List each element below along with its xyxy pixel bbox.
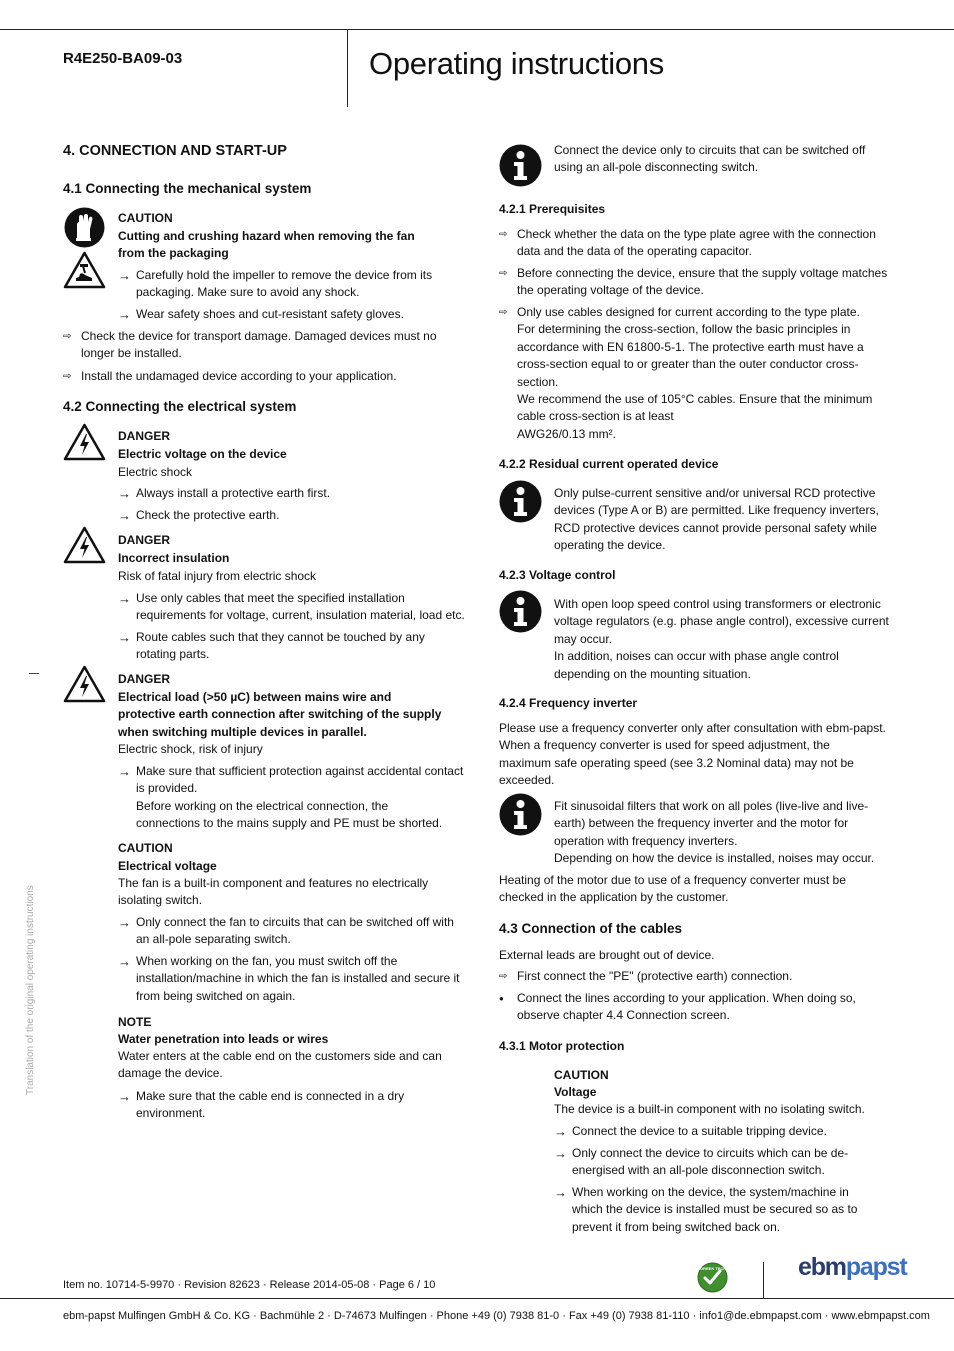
check-text: Check whether the data on the type plate agree with the connection (517, 227, 876, 241)
check-text: Install the undamaged device according to your application. (81, 369, 397, 383)
info-line: operating the device. (554, 538, 666, 553)
arrow-icon: → (554, 1185, 567, 1200)
check-item (499, 304, 899, 443)
action-text: energised with an all-pole disconnection switch. (572, 1163, 825, 1178)
double-arrow-icon: ⇨ (63, 331, 72, 342)
caution-hazard: Electrical voltage (118, 859, 217, 873)
info-text (554, 142, 865, 177)
info-line: devices (Type A or B) are permitted. Like frequency inverters, (554, 503, 879, 518)
caution-text-line: The fan is a built-in component and features no electrically (118, 876, 429, 890)
high-voltage-icon (63, 526, 106, 564)
note-text (118, 1048, 442, 1083)
text-line: Heating of the motor due to use of a frequency converter must be (499, 873, 846, 887)
action-item (118, 267, 458, 302)
arrow-icon: → (554, 1146, 567, 1161)
action-text: Use only cables that meet the specified installation (136, 591, 405, 605)
arrow-icon: → (118, 591, 131, 606)
check-text: data and the data of the operating capacitor. (517, 244, 752, 259)
top-rule (0, 29, 954, 30)
info-line: using an all-pole disconnecting switch. (554, 160, 759, 175)
danger-hazard: protective earth connection after switching of the supply (118, 707, 442, 721)
action-text: Carefully hold the impeller to remove the device from its (136, 268, 433, 282)
bullet-icon: ● (499, 994, 504, 1003)
note-hazard: Water penetration into leads or wires (118, 1032, 329, 1046)
s431-title: 4.3.1 Motor protection (499, 1039, 625, 1053)
side-note: Translation of the original operating instructions (25, 885, 36, 1095)
check-text: Check the device for transport damage. Damaged devices must no (81, 329, 437, 343)
arrow-icon: → (118, 508, 131, 523)
check-text: Before connecting the device, ensure that the supply voltage matches (517, 266, 888, 280)
action-item (118, 629, 468, 664)
ebmpapst-logo (798, 1253, 907, 1281)
green-tech-badge-text: GREEN TECH (700, 1266, 727, 1271)
action-text: Only connect the fan to circuits that can be switched off with (136, 915, 454, 929)
arrow-icon: → (118, 268, 131, 283)
list-text: observe chapter 4.4 Connection screen. (517, 1008, 730, 1023)
text-line: When a frequency converter is used for speed adjustment, the (499, 738, 830, 753)
text-line: Please use a frequency converter only after consultation with ebm-papst. (499, 721, 886, 735)
footer-rule (0, 1298, 954, 1299)
action-item (554, 1145, 894, 1180)
item-line: Item no. 10714-5-9970 · Revision 82623 · Release 2014-05-08 · Page 6 / 10 (63, 1279, 436, 1291)
action-text: Make sure that sufficient protection against accidental contact (136, 764, 464, 778)
gloves-icon (64, 207, 105, 248)
company-line: ebm-papst Mulfingen GmbH & Co. KG · Bachmühle 2 · D-74673 Mulfingen · Phone +49 (0) 7938 81-0 · Fax +49 (0) 7938 81-110 · info1@de.ebmpapst.com · www.ebmpapst.com (63, 1310, 930, 1322)
danger-hazard: Incorrect insulation (118, 551, 230, 565)
arrow-icon: → (118, 764, 131, 779)
danger-consequence: Electric shock, risk of injury (118, 742, 263, 756)
arrow-icon: → (118, 954, 131, 969)
high-voltage-icon (63, 423, 106, 461)
caution-hazard: Voltage (554, 1085, 597, 1099)
action-text: an all-pole separating switch. (136, 932, 291, 947)
text-line: checked in the application by the customer. (499, 890, 729, 905)
crushing-hazard-icon (63, 251, 106, 289)
section-title: 4. CONNECTION AND START-UP (63, 143, 287, 159)
danger-consequence: Electric shock (118, 465, 193, 479)
check-text: cable cross-section is at least (517, 409, 674, 424)
arrow-icon: → (118, 307, 131, 322)
arrow-icon: → (554, 1124, 567, 1139)
action-item (118, 914, 468, 949)
info-icon (499, 793, 542, 836)
info-line: Only pulse-current sensitive and/or universal RCD protective (554, 486, 876, 500)
action-text: connections to the mains supply and PE must be shorted. (136, 816, 443, 831)
check-item (499, 968, 899, 985)
s422-title: 4.2.2 Residual current operated device (499, 457, 719, 471)
caution-label: CAUTION (118, 841, 173, 855)
danger-label: DANGER (118, 533, 171, 547)
danger-label: DANGER (118, 672, 171, 686)
info-line: Depending on how the device is installed, noises may occur. (554, 851, 875, 866)
action-text: Check the protective earth. (136, 508, 280, 522)
s421-title: 4.2.1 Prerequisites (499, 202, 606, 216)
info-text (554, 798, 874, 868)
danger-consequence: Risk of fatal injury from electric shock (118, 569, 317, 583)
info-text (554, 596, 889, 683)
header-divider (347, 29, 348, 107)
page-title: Operating instructions (369, 46, 664, 81)
caution-label: CAUTION (118, 211, 173, 225)
arrow-icon: → (118, 630, 131, 645)
action-text: When working on the device, the system/machine in (572, 1185, 849, 1199)
product-code: R4E250-BA09-03 (63, 50, 183, 67)
action-text: rotating parts. (136, 647, 210, 662)
double-arrow-icon: ⇨ (63, 371, 72, 382)
action-item (554, 1123, 894, 1140)
high-voltage-icon (63, 665, 106, 703)
danger-hazard: Electric voltage on the device (118, 447, 287, 461)
info-icon (499, 144, 542, 187)
text-line: exceeded. (499, 773, 555, 788)
check-text: cross-section equal to or greater than the outer conductor cross- (517, 357, 859, 372)
check-text: Only use cables designed for current according to the type plate. (517, 305, 860, 319)
s423-title: 4.2.3 Voltage control (499, 568, 616, 582)
action-text: Always install a protective earth first. (136, 486, 331, 500)
action-text: packaging. Make sure to avoid any shock. (136, 285, 360, 300)
check-text: accordance with EN 61800-5-1. The protective earth must have a (517, 339, 864, 354)
s43-text: External leads are brought out of device. (499, 948, 715, 962)
s424-text (499, 720, 886, 790)
action-item (118, 485, 458, 502)
caution-hazard-line2: from the packaging (118, 246, 229, 260)
check-text: the operating voltage of the device. (517, 283, 704, 298)
action-text: which the device is installed must be secured so as to (572, 1202, 858, 1217)
check-item (499, 226, 899, 261)
info-line: In addition, noises can occur with phase angle control (554, 649, 839, 664)
s43-title: 4.3 Connection of the cables (499, 921, 683, 936)
info-text (554, 485, 879, 555)
info-line: depending on the mounting situation. (554, 666, 751, 681)
logo-ebm: ebm (798, 1253, 846, 1281)
action-item (118, 1088, 468, 1123)
action-text: Route cables such that they cannot be touched by any (136, 630, 425, 644)
double-arrow-icon: ⇨ (499, 307, 508, 318)
note-text-line: damage the device. (118, 1066, 223, 1081)
s41-title: 4.1 Connecting the mechanical system (63, 181, 312, 196)
info-line: With open loop speed control using transformers or electronic (554, 597, 881, 611)
action-text: requirements for voltage, current, insulation material, load etc. (136, 608, 465, 623)
danger-hazard: Electrical load (>50 µC) between mains wire and (118, 690, 392, 704)
s424-title: 4.2.4 Frequency inverter (499, 696, 638, 710)
info-line: Fit sinusoidal filters that work on all poles (live-live and live- (554, 799, 869, 813)
note-label: NOTE (118, 1015, 152, 1029)
footer-divider (763, 1262, 764, 1298)
caution-text (118, 875, 428, 910)
info-line: Connect the device only to circuits that can be switched off (554, 143, 866, 157)
double-arrow-icon: ⇨ (499, 971, 508, 982)
logo-papst: papst (845, 1253, 907, 1281)
list-item (499, 990, 899, 1025)
info-line: operation with frequency inverters. (554, 833, 738, 848)
action-item (118, 306, 458, 323)
action-text: environment. (136, 1106, 206, 1121)
action-text: installation/machine in which the fan is installed and secure it (136, 971, 460, 986)
check-text: We recommend the use of 105°C cables. Ensure that the minimum (517, 392, 873, 407)
caution-hazard-line1: Cutting and crushing hazard when removing the fan (118, 229, 415, 243)
caution-label: CAUTION (554, 1068, 609, 1082)
action-item (118, 590, 468, 625)
text-line: maximum safe operating speed (see 3.2 Nominal data) may not be (499, 755, 854, 770)
caution-text-line: isolating switch. (118, 893, 203, 908)
action-text: from being switched on again. (136, 988, 296, 1003)
action-text: prevent it from being switched back on. (572, 1219, 781, 1234)
arrow-icon: → (118, 486, 131, 501)
s42-title: 4.2 Connecting the electrical system (63, 399, 297, 414)
action-item (118, 953, 468, 1005)
check-item (63, 368, 453, 385)
check-text: First connect the "PE" (protective earth) connection. (517, 969, 793, 983)
note-text-line: Water enters at the cable end on the customers side and can (118, 1049, 442, 1063)
action-item (554, 1184, 894, 1236)
action-text: Wear safety shoes and cut-resistant safety gloves. (136, 307, 404, 321)
action-text: Before working on the electrical connection, the (136, 798, 389, 813)
margin-mark (29, 673, 39, 674)
action-text: Connect the device to a suitable tripping device. (572, 1124, 827, 1138)
action-item (118, 507, 458, 524)
info-line: voltage regulators (e.g. phase angle control), excessive current (554, 614, 889, 629)
caution-text: The device is a built-in component with no isolating switch. (554, 1102, 865, 1116)
action-text: is provided. (136, 781, 198, 796)
check-text: section. (517, 374, 559, 389)
action-text: Only connect the device to circuits which can be de- (572, 1146, 849, 1160)
action-text: When working on the fan, you must switch off the (136, 954, 398, 968)
double-arrow-icon: ⇨ (499, 268, 508, 279)
check-text: longer be installed. (81, 346, 182, 361)
action-text: Make sure that the cable end is connected in a dry (136, 1089, 405, 1103)
double-arrow-icon: ⇨ (499, 229, 508, 240)
info-line: RCD protective devices cannot provide personal safety while (554, 520, 877, 535)
check-text: For determining the cross-section, follow the basic principles in (517, 322, 851, 337)
info-icon (499, 480, 542, 523)
info-line: may occur. (554, 631, 613, 646)
info-line: earth) between the frequency inverter and the motor for (554, 816, 849, 831)
action-item (118, 763, 468, 833)
arrow-icon: → (118, 915, 131, 930)
s424-text2 (499, 872, 846, 907)
check-item (499, 265, 899, 300)
danger-label: DANGER (118, 429, 171, 443)
arrow-icon: → (118, 1089, 131, 1104)
list-text: Connect the lines according to your application. When doing so, (517, 991, 856, 1005)
check-text: AWG26/0.13 mm². (517, 426, 616, 441)
check-item (63, 328, 453, 363)
info-icon (499, 590, 542, 633)
danger-hazard: when switching multiple devices in parallel. (118, 725, 367, 739)
